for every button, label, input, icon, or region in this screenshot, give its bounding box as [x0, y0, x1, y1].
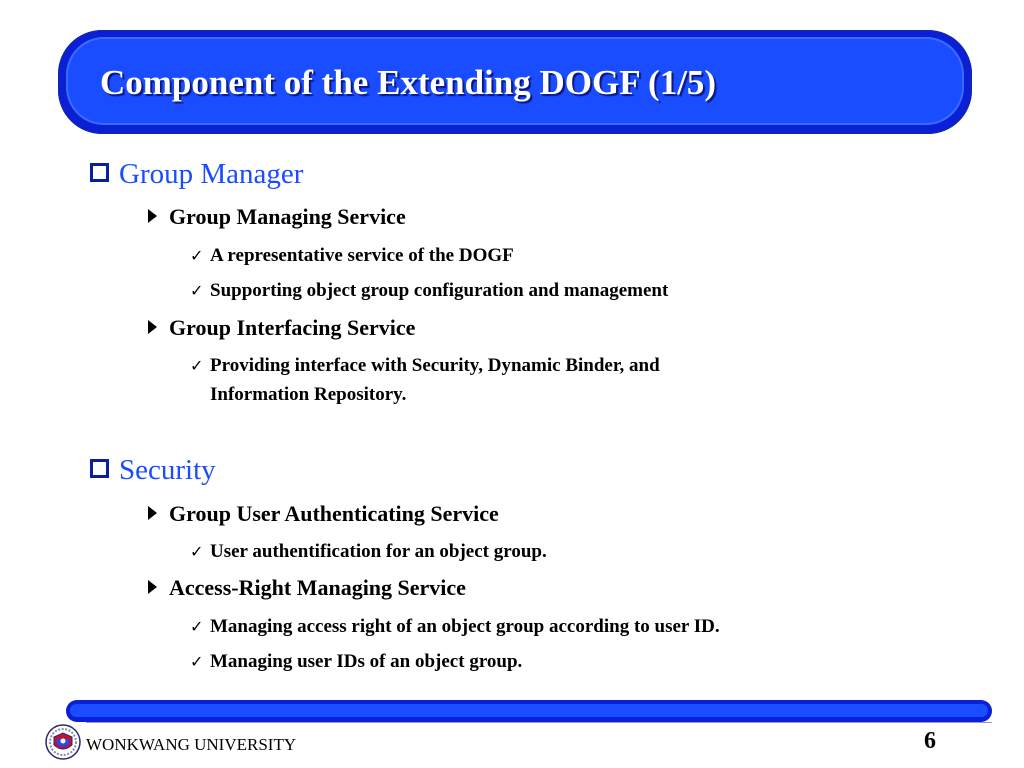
title-banner-inner — [66, 37, 964, 125]
item-group-managing-service — [148, 204, 406, 230]
checkmark-icon: ✓ — [190, 281, 204, 300]
triangle-right-icon — [148, 506, 157, 520]
subitem — [190, 647, 522, 676]
university-seal-icon — [45, 723, 81, 761]
section-heading-label: Security — [119, 454, 216, 486]
checkmark-icon: ✓ — [190, 246, 204, 265]
title-banner — [58, 30, 972, 134]
item-label: Group Interfacing Service — [169, 315, 416, 340]
university-name: WONKWANG UNIVERSITY — [86, 735, 297, 754]
subitem — [190, 351, 660, 380]
section-heading-group-manager — [90, 158, 303, 191]
checkmark-icon: ✓ — [190, 617, 204, 636]
subitem-continuation — [190, 380, 406, 409]
checkmark-icon: ✓ — [190, 356, 204, 375]
subitem — [190, 276, 668, 305]
subitem-text: A representative service of the DOGF — [210, 245, 514, 266]
footer-bar — [66, 700, 992, 722]
triangle-right-icon — [148, 320, 157, 334]
triangle-right-icon — [148, 580, 157, 594]
subitem-text: Supporting object group configuration and management — [210, 280, 669, 301]
footer-bar-inner — [70, 704, 988, 717]
page-number: 6 — [924, 728, 936, 754]
subitem-text: Managing access right of an object group according to user ID. — [210, 616, 720, 637]
item-label: Group Managing Service — [169, 204, 406, 229]
checkmark-icon: ✓ — [190, 652, 204, 671]
triangle-right-icon — [148, 209, 157, 223]
hollow-square-icon — [90, 163, 109, 182]
subitem-text: Managing user IDs of an object group. — [210, 651, 523, 672]
item-access-right-managing-service — [148, 575, 466, 601]
item-group-user-authenticating-service — [148, 501, 499, 527]
subitem — [190, 241, 514, 270]
subitem — [190, 537, 547, 566]
subitem-text: Providing interface with Security, Dynamic Binder, and — [210, 355, 660, 376]
item-group-interfacing-service — [148, 315, 415, 341]
section-heading-security — [90, 454, 216, 487]
subitem-text: User authentification for an object group. — [210, 541, 547, 562]
section-heading-label: Group Manager — [119, 158, 304, 190]
item-label: Access-Right Managing Service — [169, 575, 466, 600]
subitem — [190, 612, 720, 641]
item-label: Group User Authenticating Service — [169, 501, 499, 526]
hollow-square-icon — [90, 459, 109, 478]
footer-divider — [86, 722, 992, 723]
checkmark-icon: ✓ — [190, 542, 204, 561]
slide-title: Component of the Extending DOGF (1/5) — [100, 63, 717, 102]
subitem-text: Information Repository. — [210, 384, 407, 405]
